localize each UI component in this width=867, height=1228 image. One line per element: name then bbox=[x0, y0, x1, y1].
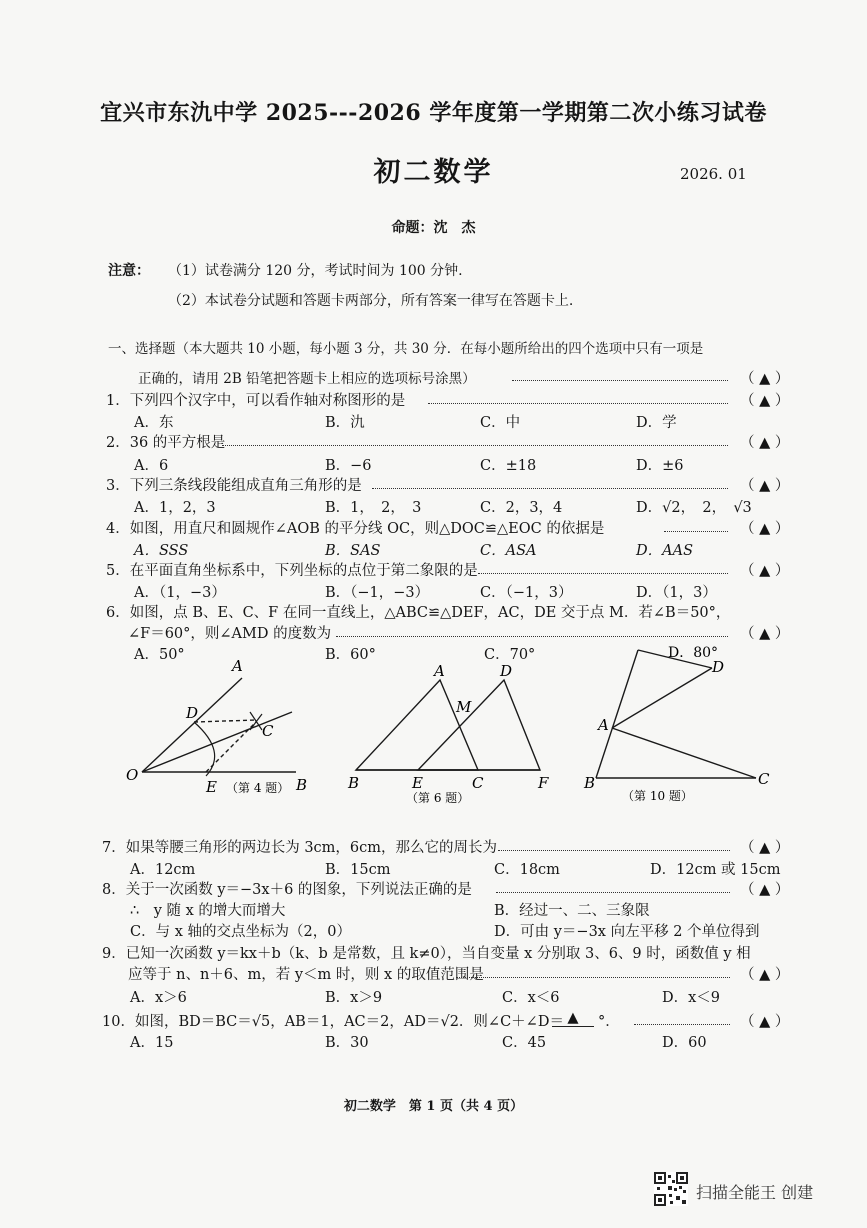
fig6-label-m: M bbox=[456, 698, 472, 716]
fig10-label-a: A bbox=[598, 716, 609, 734]
question-stem: 9．已知一次函数 y＝kx＋b（k、b 是常数，且 k≠0），当自变量 x 分别取 3、6、9 时，函数值 y 相 bbox=[102, 946, 751, 962]
answer-marker: （ ▲ ） bbox=[740, 521, 790, 537]
notes-label: 注意： bbox=[108, 263, 150, 279]
fig6-label-d: D bbox=[500, 662, 513, 680]
answer-marker: （ ▲ ） bbox=[740, 435, 790, 451]
option-b: B．60° bbox=[325, 647, 376, 663]
qr-code-icon bbox=[654, 1172, 688, 1206]
answer-marker: （ ▲ ） bbox=[740, 840, 790, 856]
answer-marker: （ ▲ ） bbox=[740, 371, 790, 387]
exam-title: 宜兴市东氿中学 2025---2026 学年度第一学期第二次小练习试卷 bbox=[100, 100, 767, 126]
option-a: A．SSS bbox=[134, 543, 189, 559]
option-c: C．±18 bbox=[480, 458, 537, 474]
option-b: B．（−1，−3） bbox=[325, 585, 430, 601]
answer-marker: （ ▲ ） bbox=[740, 967, 790, 983]
option-d: D．可由 y＝−3x 向左平移 2 个单位得到 bbox=[494, 924, 760, 940]
option-a: A．50° bbox=[134, 647, 185, 663]
figure-6-triangles bbox=[356, 680, 540, 770]
fig4-label-c: C bbox=[262, 722, 274, 740]
fig4-caption: （第 4 题） bbox=[226, 781, 290, 795]
fig10-caption: （第 10 题） bbox=[622, 789, 693, 803]
fig4-label-e: E bbox=[206, 778, 217, 796]
option-d-inline: D．80° bbox=[668, 645, 719, 661]
option-c: C．70° bbox=[484, 647, 536, 663]
option-a: A．东 bbox=[134, 415, 174, 431]
exam-date: 2026. 01 bbox=[680, 165, 747, 183]
option-b: B．15cm bbox=[325, 862, 391, 878]
answer-blank: ▲ bbox=[552, 1010, 594, 1027]
answer-marker: （ ▲ ） bbox=[740, 882, 790, 898]
question-stem-line2: 应等于 n、n＋6、m，若 y＜m 时，则 x 的取值范围是 bbox=[128, 967, 484, 983]
option-b: B．30 bbox=[325, 1035, 369, 1051]
question-stem: 6．如图，点 B、E、C、F 在同一直线上，△ABC≌△DEF，AC，DE 交于点 M．若∠B＝50°， bbox=[106, 605, 731, 621]
option-b: B．−6 bbox=[325, 458, 372, 474]
option-b: B．x＞9 bbox=[325, 990, 383, 1006]
fig10-label-b: B bbox=[584, 774, 596, 792]
question-stem: 2．36 的平方根是 bbox=[106, 435, 226, 451]
note-item-1: （1）试卷满分 120 分，考试时间为 100 分钟. bbox=[168, 263, 463, 279]
question-stem: 3．下列三条线段能组成直角三角形的是 bbox=[106, 478, 362, 494]
fig6-label-e: E bbox=[412, 774, 423, 792]
fig10-label-c: C bbox=[758, 770, 770, 788]
subject-title: 初二数学 bbox=[373, 157, 494, 188]
question-stem-line2: ∠F＝60°，则∠AMD 的度数为 bbox=[128, 626, 332, 642]
option-a: A．1，2，3 bbox=[134, 500, 216, 516]
option-b: B．经过一、二、三象限 bbox=[494, 903, 650, 919]
option-c: C．18cm bbox=[494, 862, 560, 878]
fig4-label-d: D bbox=[186, 704, 199, 722]
fig10-label-d: D bbox=[712, 658, 725, 676]
option-d: D．√2， 2， √3 bbox=[636, 500, 752, 516]
option-d: D．学 bbox=[636, 415, 677, 431]
question-stem: 4．如图，用直尺和圆规作∠AOB 的平分线 OC，则△DOC≌△EOC 的依据是 bbox=[106, 521, 605, 537]
option-a: A．6 bbox=[134, 458, 169, 474]
question-stem: 5．在平面直角坐标系中，下列坐标的点位于第二象限的是 bbox=[106, 563, 478, 579]
question-stem-tail: °． bbox=[598, 1014, 620, 1030]
option-c: C．2，3，4 bbox=[480, 500, 563, 516]
option-c: C．x＜6 bbox=[502, 990, 560, 1006]
question-stem: 1．下列四个汉字中，可以看作轴对称图形的是 bbox=[106, 393, 406, 409]
exam-author: 命题：沈 杰 bbox=[391, 220, 476, 236]
option-a: ∴ y 随 x 的增大而增大 bbox=[130, 903, 286, 919]
question-stem: 7．如果等腰三角形的两边长为 3cm，6cm，那么它的周长为 bbox=[102, 840, 498, 856]
fig6-label-c: C bbox=[472, 774, 484, 792]
option-b: B．SAS bbox=[325, 543, 381, 559]
option-b: B．氿 bbox=[325, 415, 365, 431]
page-footer: 初二数学 第 1 页（共 4 页） bbox=[343, 1099, 524, 1114]
answer-marker: （ ▲ ） bbox=[740, 626, 790, 642]
fig4-label-b: B bbox=[296, 776, 308, 794]
answer-marker: （ ▲ ） bbox=[740, 563, 790, 579]
section-heading-line2: 正确的，请用 2B 铅笔把答题卡上相应的选项标号涂黑） bbox=[138, 371, 476, 387]
question-stem: 10．如图，BD＝BC＝√5，AB＝1，AC＝2，AD＝√2．则∠C＋∠D＝ bbox=[102, 1014, 564, 1030]
option-a: A．（1，−3） bbox=[134, 585, 226, 601]
option-c: C．与 x 轴的交点坐标为（2，0） bbox=[130, 924, 351, 940]
option-d: D．12cm 或 15cm bbox=[650, 862, 781, 878]
option-a: A．x＞6 bbox=[130, 990, 187, 1006]
option-c: C．（−1，3） bbox=[480, 585, 573, 601]
fig6-label-b: B bbox=[348, 774, 360, 792]
option-a: A．15 bbox=[130, 1035, 174, 1051]
answer-marker: （ ▲ ） bbox=[740, 393, 790, 409]
option-c: C．中 bbox=[480, 415, 521, 431]
option-d: D．x＜9 bbox=[662, 990, 721, 1006]
option-d: D．（1，3） bbox=[636, 585, 717, 601]
option-d: D．AAS bbox=[636, 543, 694, 559]
option-c: C．45 bbox=[502, 1035, 547, 1051]
answer-marker: （ ▲ ） bbox=[740, 478, 790, 494]
option-b: B．1， 2， 3 bbox=[325, 500, 422, 516]
fig6-caption: （第 6 题） bbox=[406, 791, 470, 805]
option-d: D．±6 bbox=[636, 458, 684, 474]
fig4-label-a: A bbox=[232, 657, 243, 675]
fig4-label-o: O bbox=[126, 766, 139, 784]
option-d: D．60 bbox=[662, 1035, 707, 1051]
fig6-label-a: A bbox=[434, 662, 445, 680]
note-item-2: （2）本试卷分试题和答题卡两部分，所有答案一律写在答题卡上. bbox=[168, 293, 574, 309]
figure-10-quadrilateral bbox=[596, 650, 756, 778]
scanner-watermark: 扫描全能王 创建 bbox=[696, 1183, 814, 1202]
option-a: A．12cm bbox=[130, 862, 196, 878]
fig6-label-f: F bbox=[538, 774, 549, 792]
section-heading: 一、选择题（本大题共 10 小题，每小题 3 分，共 30 分．在每小题所给出的四个选项中只有一项是 bbox=[108, 341, 704, 357]
answer-marker: （ ▲ ） bbox=[740, 1014, 790, 1030]
question-stem: 8．关于一次函数 y＝−3x＋6 的图象，下列说法正确的是 bbox=[102, 882, 472, 898]
option-c: C．ASA bbox=[480, 543, 537, 559]
